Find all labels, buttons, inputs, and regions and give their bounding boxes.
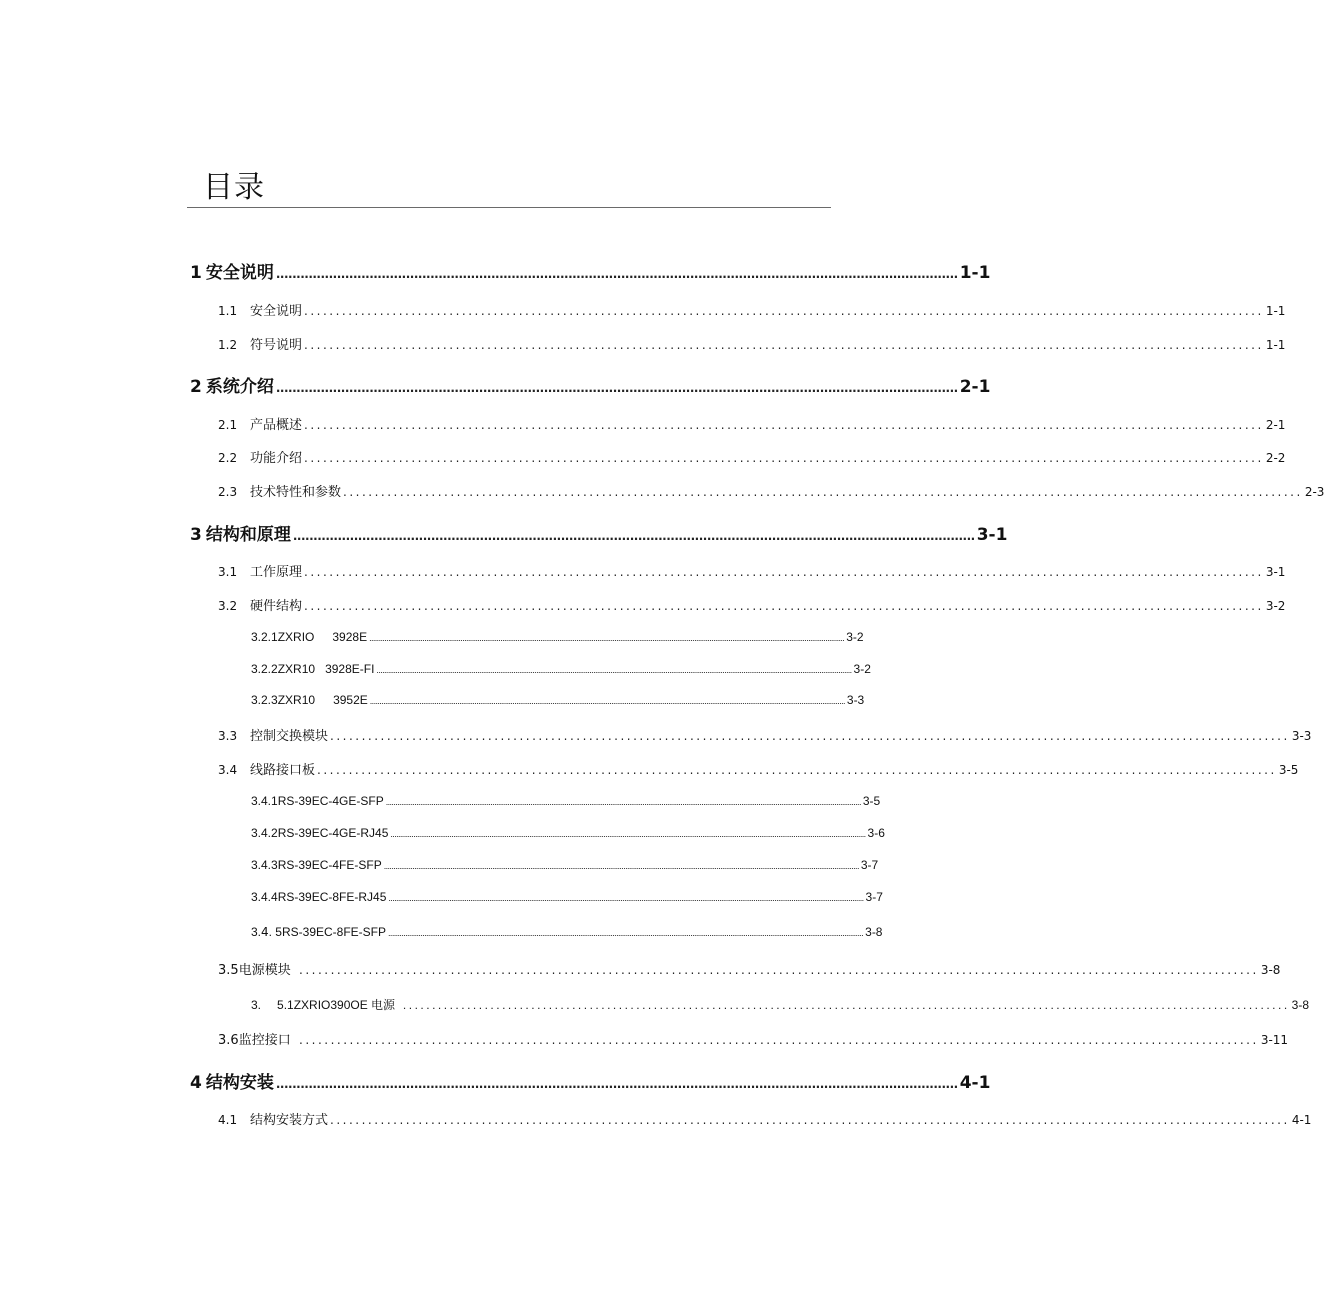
toc-title: RS-39EC-8FE-RJ45 bbox=[277, 890, 387, 904]
toc-number: 3.4.2 bbox=[251, 826, 278, 840]
toc-number: 2.1 bbox=[218, 418, 238, 432]
toc-title: 产品概述 bbox=[250, 418, 303, 433]
toc-title: ZXR10 bbox=[277, 693, 316, 707]
toc-page: 3-2 bbox=[846, 630, 864, 644]
toc-title: RS-39EC-4GE-RJ45 bbox=[277, 826, 389, 840]
toc-title: 系统介绍 bbox=[205, 377, 274, 397]
toc-number: 3.4.1 bbox=[251, 794, 278, 808]
toc-title: 线路接口板 bbox=[250, 763, 316, 778]
toc-title: 硬件结构 bbox=[250, 599, 303, 614]
toc-title: RS-39EC-4FE-SFP bbox=[277, 858, 382, 872]
toc-title: 结构安装方式 bbox=[250, 1113, 329, 1128]
dot-leader: ........................................................................................................................................................ bbox=[397, 998, 1290, 1012]
toc-page: 2-1 bbox=[959, 377, 991, 397]
dot-leader: .......................................................................................................................................................................................................................................................... bbox=[385, 797, 861, 807]
toc-subsection-3-4-4[interactable] bbox=[251, 890, 883, 904]
toc-chapter-2[interactable] bbox=[190, 372, 991, 397]
toc-section-1-1[interactable] bbox=[218, 300, 1286, 319]
toc-title: 5.1ZXRIO390OE 电源 bbox=[277, 998, 396, 1012]
dot-leader: ........................................................................................................................................................ bbox=[304, 565, 1264, 579]
toc-page: 3-1 bbox=[976, 525, 1008, 545]
toc-section-3-2[interactable] bbox=[218, 595, 1286, 614]
toc-section-3-4[interactable] bbox=[218, 759, 1299, 778]
toc-page: 3-2 bbox=[853, 662, 871, 676]
toc-number: 3.2.3 bbox=[251, 693, 278, 707]
toc-number: 3. bbox=[251, 998, 262, 1012]
toc-title: 安全说明 bbox=[250, 304, 303, 319]
toc-title: ZXRIO bbox=[277, 630, 315, 644]
toc-title: 结构和原理 bbox=[205, 525, 291, 545]
toc-section-1-2[interactable] bbox=[218, 334, 1286, 353]
dot-leader: ........................................................................................................................................................ bbox=[304, 418, 1264, 432]
toc-section-4-1[interactable] bbox=[218, 1109, 1312, 1128]
toc-subsection-3-4-2[interactable] bbox=[251, 826, 885, 840]
dot-leader: .......................................................................................................................................................................................................................................................... bbox=[383, 861, 859, 871]
toc-title-model: 3952E bbox=[333, 693, 368, 707]
dot-leader: .......................................................................................................................................................................................................................................................... bbox=[369, 633, 845, 643]
toc-page: 1-1 bbox=[959, 263, 991, 283]
dot-leader: .......................................................................................................................................................................................................................................................... bbox=[369, 696, 845, 706]
toc-subsection-3-4-5[interactable] bbox=[251, 925, 883, 939]
toc-title: 监控接口 bbox=[238, 1033, 291, 1048]
dot-leader: ........................................................................................................................................................ bbox=[304, 599, 1264, 613]
toc-title-model: 3928E-FI bbox=[325, 662, 375, 676]
dot-leader: ........................................................................................................................................................ bbox=[330, 729, 1290, 743]
toc-page: 3-7 bbox=[865, 890, 883, 904]
toc-number: 3.2.1 bbox=[251, 630, 278, 644]
toc-section-2-2[interactable] bbox=[218, 447, 1286, 466]
toc-number: 3.𝟦. 5 bbox=[251, 925, 282, 939]
toc-number: 4 bbox=[190, 1073, 202, 1093]
toc-title: RS-39EC-8FE-SFP bbox=[281, 925, 387, 939]
toc-page: 3-3 bbox=[1291, 729, 1312, 743]
dot-leader: ........................................................................................................................................................ bbox=[304, 304, 1264, 318]
toc-page: 3-7 bbox=[860, 858, 879, 872]
toc-page: 3-11 bbox=[1260, 1033, 1289, 1047]
toc-number: 2 bbox=[190, 377, 202, 397]
toc-number: 3.4.4 bbox=[251, 890, 278, 904]
toc-title: 控制交换模块 bbox=[250, 729, 329, 744]
toc-page: 1-1 bbox=[1265, 304, 1286, 318]
toc-number: 3.3 bbox=[218, 729, 238, 743]
toc-title: 功能介绍 bbox=[250, 451, 303, 466]
toc-number: 2.3 bbox=[218, 485, 238, 499]
toc-number: 3.6 bbox=[218, 1033, 239, 1048]
toc-page: 3-8 bbox=[865, 925, 883, 939]
toc-page: 4-1 bbox=[1291, 1113, 1312, 1127]
toc-title: ZXR10 bbox=[277, 662, 316, 676]
toc-subsection-3-4-1[interactable] bbox=[251, 794, 881, 808]
toc-number: 1 bbox=[190, 263, 202, 283]
toc-chapter-3[interactable] bbox=[190, 520, 1008, 545]
toc-number: 3.2 bbox=[218, 599, 238, 613]
toc-number: 1.2 bbox=[218, 338, 238, 352]
page-title: 目录 bbox=[203, 170, 265, 205]
toc-number: 3.4.3 bbox=[251, 858, 278, 872]
toc-title: 符号说明 bbox=[250, 338, 303, 353]
toc-title: 电源模块 bbox=[238, 963, 291, 978]
toc-page: 3-8 bbox=[1291, 998, 1310, 1012]
toc-subsection-3-4-3[interactable] bbox=[251, 858, 879, 872]
toc-section-3-3[interactable] bbox=[218, 725, 1312, 744]
toc-chapter-1[interactable] bbox=[190, 258, 991, 283]
dot-leader: .......................................................................................................................................................................................................................................................... bbox=[376, 665, 852, 675]
toc-page: 3-5 bbox=[1278, 763, 1299, 777]
toc-title: RS-39EC-4GE-SFP bbox=[277, 794, 384, 808]
dot-leader: ........................................................................................................................................................ bbox=[304, 338, 1264, 352]
dot-leader: .......................................................................................................................................................................................................................................................... bbox=[388, 928, 864, 938]
toc-page: 3-1 bbox=[1265, 565, 1286, 579]
toc-subsection-3-2-1[interactable] bbox=[251, 630, 864, 644]
dot-leader: ........................................................................................................................................................ bbox=[292, 1033, 1259, 1047]
toc-number: 1.1 bbox=[218, 304, 238, 318]
dot-leader: ........................................................................................................................................................ bbox=[343, 485, 1303, 499]
dot-leader: ........................................................................................................................................................................ bbox=[275, 267, 958, 281]
dot-leader: .......................................................................................................................................................................................................................................................... bbox=[390, 829, 866, 839]
toc-section-2-3[interactable] bbox=[218, 481, 1324, 500]
toc-page: 2-2 bbox=[1265, 451, 1286, 465]
toc-subsection-3-2-3[interactable] bbox=[251, 693, 865, 707]
toc-number: 3.4 bbox=[218, 763, 238, 777]
toc-page: 3-5 bbox=[862, 794, 881, 808]
toc-page: 1-1 bbox=[1265, 338, 1286, 352]
toc-page: 3-2 bbox=[1265, 599, 1286, 613]
toc-section-3-6[interactable] bbox=[218, 1029, 1289, 1048]
dot-leader: ........................................................................................................................................................................ bbox=[292, 529, 975, 543]
dot-leader: ........................................................................................................................................................ bbox=[330, 1113, 1290, 1127]
toc-number: 3 bbox=[190, 525, 202, 545]
toc-number: 3.1 bbox=[218, 565, 238, 579]
toc-title: 工作原理 bbox=[250, 565, 303, 580]
toc-page: 2-3 bbox=[1304, 485, 1324, 499]
toc-number: 3.2.2 bbox=[251, 662, 278, 676]
toc-page: 3-6 bbox=[867, 826, 885, 840]
toc-subsection-3-2-2[interactable] bbox=[251, 662, 871, 676]
toc-number: 2.2 bbox=[218, 451, 238, 465]
dot-leader: ........................................................................................................................................................................ bbox=[275, 381, 958, 395]
dot-leader: ........................................................................................................................................................ bbox=[317, 763, 1277, 777]
toc-page: 3-3 bbox=[846, 693, 865, 707]
toc-section-3-1[interactable] bbox=[218, 561, 1286, 580]
toc-title-model: 3928E bbox=[332, 630, 368, 644]
toc-title: 安全说明 bbox=[205, 263, 274, 283]
toc-chapter-4[interactable] bbox=[190, 1068, 991, 1093]
toc-page: 2-1 bbox=[1265, 418, 1286, 432]
dot-leader: ........................................................................................................................................................................ bbox=[275, 1077, 958, 1091]
dot-leader: .......................................................................................................................................................................................................................................................... bbox=[388, 893, 864, 903]
toc-section-2-1[interactable] bbox=[218, 414, 1286, 433]
toc-title: 结构安装 bbox=[205, 1073, 274, 1093]
toc-number: 3.5 bbox=[218, 963, 239, 978]
toc-number: 4.1 bbox=[218, 1113, 238, 1127]
toc-section-3-5[interactable] bbox=[218, 959, 1281, 978]
dot-leader: ........................................................................................................................................................ bbox=[304, 451, 1264, 465]
toc-title: 技术特性和参数 bbox=[250, 485, 342, 500]
dot-leader: ........................................................................................................................................................ bbox=[292, 963, 1259, 977]
title-divider bbox=[187, 207, 831, 208]
toc-subsection-3-5-1[interactable] bbox=[251, 996, 1310, 1013]
toc-page: 4-1 bbox=[959, 1073, 991, 1093]
toc-page: 3-8 bbox=[1260, 963, 1281, 977]
